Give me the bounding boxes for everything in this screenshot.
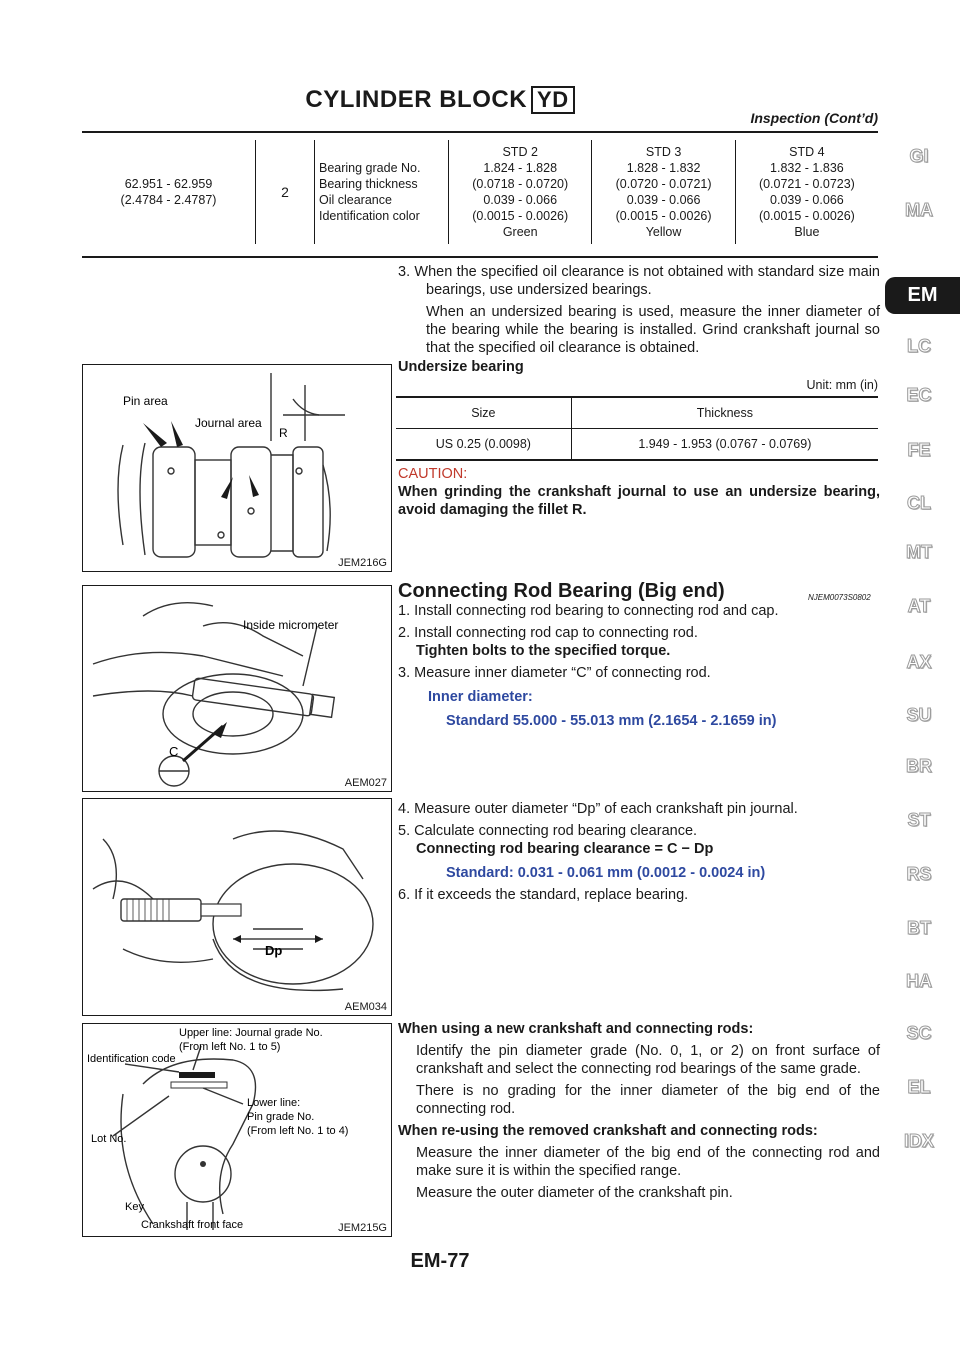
std-value: (0.0015 - 0.0026) [758,209,855,223]
step-3 [398,263,880,357]
side-tab-sc[interactable]: SC [906,1023,932,1043]
new-parts-p2: There is no grading for the inner diameter of the big end of the connecting rod. [416,1083,880,1117]
crankshaft-front-face-illustration [83,1024,391,1236]
grade-cell: 2 [256,140,315,244]
label-thickness: Bearing thickness [319,177,418,191]
std4-cell [735,140,878,244]
std-value: 1.824 - 1.828 [483,161,558,175]
side-tab-fe[interactable]: FE [907,440,931,460]
inside-micrometer-illustration [83,586,391,791]
step-1: 1. Install connecting rod bearing to connecting rod and cap. [398,603,779,619]
step-3-main: 3. When the specified oil clearance is not obtained with standard size main bearings, use undersized bearings. [398,264,880,298]
upper-line-label: Upper line: Journal grade No. [179,1027,323,1039]
undersize-title: Undersize bearing [398,359,524,375]
upper-line-range: (From left No. 1 to 5) [179,1041,281,1053]
col-thickness: Thickness [571,397,878,429]
side-tab-el[interactable]: EL [907,1077,931,1097]
figure-code: JEM216G [338,557,387,569]
section-heading: Connecting Rod Bearing (Big end) [398,580,725,602]
std-value: (0.0015 - 0.0026) [615,209,712,223]
header-rule [82,131,878,133]
c-label: C [169,744,179,759]
std-value: (0.0721 - 0.0723) [758,177,855,191]
label-clearance: Oil clearance [319,193,392,207]
page-number: EM-77 [410,1250,470,1272]
caution-text: When grinding the crankshaft journal to use an undersize bearing, avoid damaging the fillet R. [398,484,880,518]
side-tab-rs[interactable]: RS [906,864,932,884]
lower-line-label: Lower line: [247,1097,301,1109]
step-2-torque: Tighten bolts to the specified torque. [416,643,671,659]
side-tab-ec[interactable]: EC [906,385,932,405]
lot-no-label: Lot No. [91,1133,127,1145]
dp-label: Dp [265,943,283,958]
journal-area-label: Journal area [195,416,262,430]
side-tab-idx[interactable]: IDX [903,1131,934,1151]
std-value: Yellow [645,225,682,239]
caution-block [398,465,880,519]
side-tab-cl[interactable]: CL [907,493,931,513]
std3-cell [592,140,735,244]
step-6: 6. If it exceeds the standard, replace bearing. [398,887,689,903]
std-value: STD 2 [502,145,538,159]
step-3-detail: When an undersized bearing is used, measure the inner diameter of the bearing while the bearing is installed. Grind crankshaft journal so that the specified oil clearance is obtained. [426,304,880,356]
std-value: 0.039 - 0.066 [770,193,844,207]
new-parts-p1: Identify the pin diameter grade (No. 0, 1, or 2) on front surface of crankshaft and select the connecting rod bearings of the same grade. [416,1043,880,1077]
col-size: Size [396,397,571,429]
std-value: STD 4 [789,145,825,159]
journal-diameter-cell [82,140,256,244]
title-text: CYLINDER BLOCK [305,86,528,113]
grading-instructions [398,1020,880,1202]
step-3-measure: 3. Measure inner diameter “C” of connecting rod. [398,665,711,681]
cell-size: US 0.25 (0.0098) [396,429,571,461]
side-tab-lc[interactable]: LC [907,336,931,356]
table-row [396,429,878,461]
inside-micrometer-label: Inside micrometer [243,618,339,632]
reuse-p1: Measure the inner diameter of the big end of the connecting rod and make sure it is within the specified range. [416,1145,880,1179]
fillet-r-label: R [279,426,288,440]
side-tab-em-active[interactable] [885,277,960,314]
pin-grade-label: Pin grade No. [247,1111,315,1123]
pin-area-label: Pin area [123,394,168,408]
new-parts-heading: When using a new crankshaft and connecting rods: [398,1021,754,1037]
con-rod-steps [398,602,880,730]
side-tab-br[interactable]: BR [906,756,932,776]
side-tab-mt[interactable]: MT [906,542,932,562]
crankshaft-areas-illustration [83,365,391,571]
section-code: NJEM0073S0802 [808,593,871,602]
side-tab-st[interactable]: ST [907,810,931,830]
side-tab-su[interactable]: SU [906,705,932,725]
front-face-label: Crankshaft front face [141,1219,244,1231]
std2-cell [449,140,592,244]
std-value: 0.039 - 0.066 [626,193,701,207]
std-value: (0.0718 - 0.0720) [472,177,569,191]
side-tab-ha[interactable]: HA [906,971,932,991]
bearing-grade-table [82,140,878,244]
clearance-formula: Connecting rod bearing clearance = C − Dp [416,841,714,857]
table-bottom-rule [82,256,878,258]
key-label: Key [125,1201,144,1213]
inner-diameter-label: Inner diameter: [428,689,533,705]
inner-diameter-value: Standard 55.000 - 55.013 mm (2.1654 - 2.1659 in) [446,713,777,729]
label-color: Identification color [319,209,420,223]
figure-aem027 [82,585,392,792]
std-value: Green [502,225,538,239]
figure-code: AEM034 [344,1001,387,1013]
figure-aem034 [82,798,392,1016]
std-value: 1.828 - 1.832 [626,161,701,175]
page-subtitle: Inspection (Cont’d) [750,110,878,126]
figure-code: JEM215G [338,1222,387,1234]
figure-jem215g [82,1023,392,1237]
side-tab-at[interactable]: AT [907,596,931,616]
std-value: (0.0720 - 0.0721) [615,177,712,191]
std-value: STD 3 [645,145,682,159]
micrometer-pin-illustration [83,799,391,1015]
side-tab-gi[interactable]: GI [909,146,929,166]
std-value: 1.832 - 1.836 [770,161,844,175]
reuse-p2: Measure the outer diameter of the crankshaft pin. [416,1185,733,1201]
step-5: 5. Calculate connecting rod bearing clearance. [398,823,698,839]
side-tab-bt[interactable]: BT [907,918,931,938]
undersize-unit: Unit: mm (in) [806,378,878,392]
reuse-heading: When re-using the removed crankshaft and connecting rods: [398,1123,818,1139]
con-rod-steps-2 [398,800,880,904]
caution-label: CAUTION: [398,466,468,482]
side-tab-em-label: EM [907,284,938,306]
figure-code: AEM027 [344,777,387,789]
pin-grade-range: (From left No. 1 to 4) [247,1125,349,1137]
figure-jem216g [82,364,392,572]
engine-badge: YD [531,86,575,114]
std-value: (0.0015 - 0.0026) [472,209,569,223]
std-value: Blue [794,225,820,239]
step-4: 4. Measure outer diameter “Dp” of each crankshaft pin journal. [398,801,798,817]
cell-thickness: 1.949 - 1.953 (0.0767 - 0.0769) [571,429,878,461]
journal-dia-in: (2.4784 - 2.4787) [120,193,217,207]
step-2: 2. Install connecting rod cap to connecting rod. [398,625,698,641]
identification-code-label: Identification code [87,1053,176,1065]
page-title [0,86,880,114]
side-tab-ax[interactable]: AX [906,652,932,672]
std-value: 0.039 - 0.066 [483,193,558,207]
undersize-table [396,396,878,461]
labels-cell [315,140,449,244]
clearance-standard: Standard: 0.031 - 0.061 mm (0.0012 - 0.0024 in) [446,865,766,881]
journal-dia-mm: 62.951 - 62.959 [124,177,213,191]
label-grade: Bearing grade No. [319,161,421,175]
side-tab-ma[interactable]: MA [905,200,933,220]
